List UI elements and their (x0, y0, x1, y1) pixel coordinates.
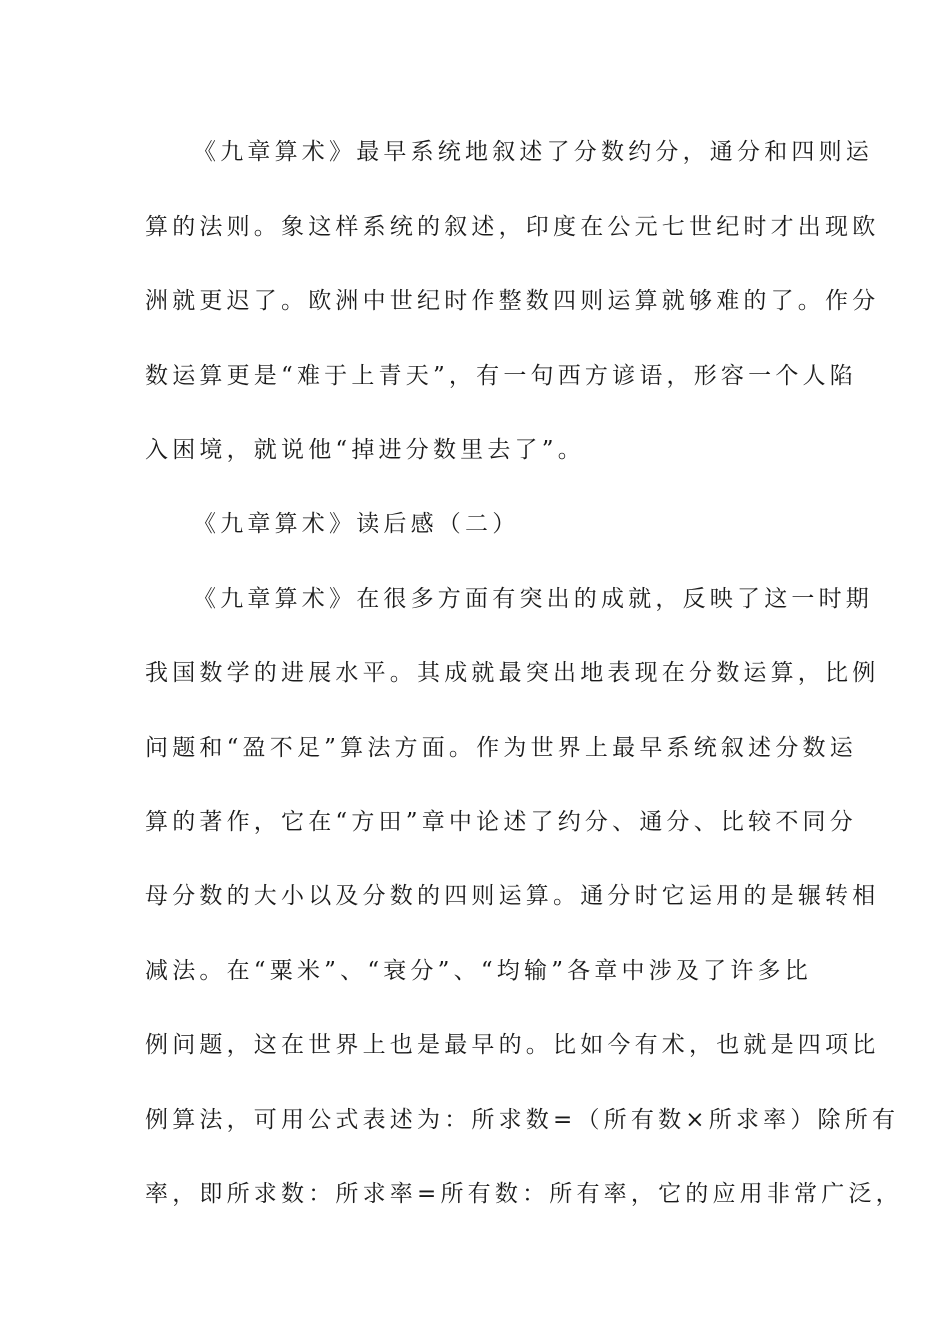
paragraph-1-line-2: 算的法则。象这样系统的叙述，印度在公元七世纪时才出现欧 (145, 214, 880, 240)
paragraph-1-line-1: 《九章算术》最早系统地叙述了分数约分，通分和四则运 (193, 139, 873, 165)
paragraph-1-line-5: 入困境，就说他“掉进分数里去了”。 (145, 437, 585, 463)
paragraph-2-line-8: 例算法，可用公式表述为：所求数=（所有数×所求率）除所有 (145, 1107, 900, 1133)
paragraph-2-line-4: 算的著作，它在“方田”章中论述了约分、通分、比较不同分 (145, 809, 857, 835)
paragraph-1-line-4: 数运算更是“难于上青天”，有一句西方谚语，形容一个人陷 (145, 363, 857, 389)
paragraph-2-line-5: 母分数的大小以及分数的四则运算。通分时它运用的是辗转相 (145, 883, 880, 909)
paragraph-2-line-2: 我国数学的进展水平。其成就最突出地表现在分数运算，比例 (145, 660, 880, 686)
section-heading: 《九章算术》读后感（二） (193, 511, 520, 537)
paragraph-2-line-3: 问题和“盈不足”算法方面。作为世界上最早系统叙述分数运 (145, 735, 857, 761)
paragraph-2-line-6: 减法。在“粟米”、“衰分”、“均输”各章中涉及了许多比 (145, 958, 812, 984)
paragraph-2-line-7: 例问题，这在世界上也是最早的。比如今有术，也就是四项比 (145, 1032, 880, 1058)
paragraph-1-line-3: 洲就更迟了。欧洲中世纪时作整数四则运算就够难的了。作分 (145, 288, 880, 314)
paragraph-2-line-1: 《九章算术》在很多方面有突出的成就，反映了这一时期 (193, 586, 873, 612)
paragraph-2-line-9: 率，即所求数：所求率=所有数：所有率，它的应用非常广泛， (145, 1181, 903, 1207)
